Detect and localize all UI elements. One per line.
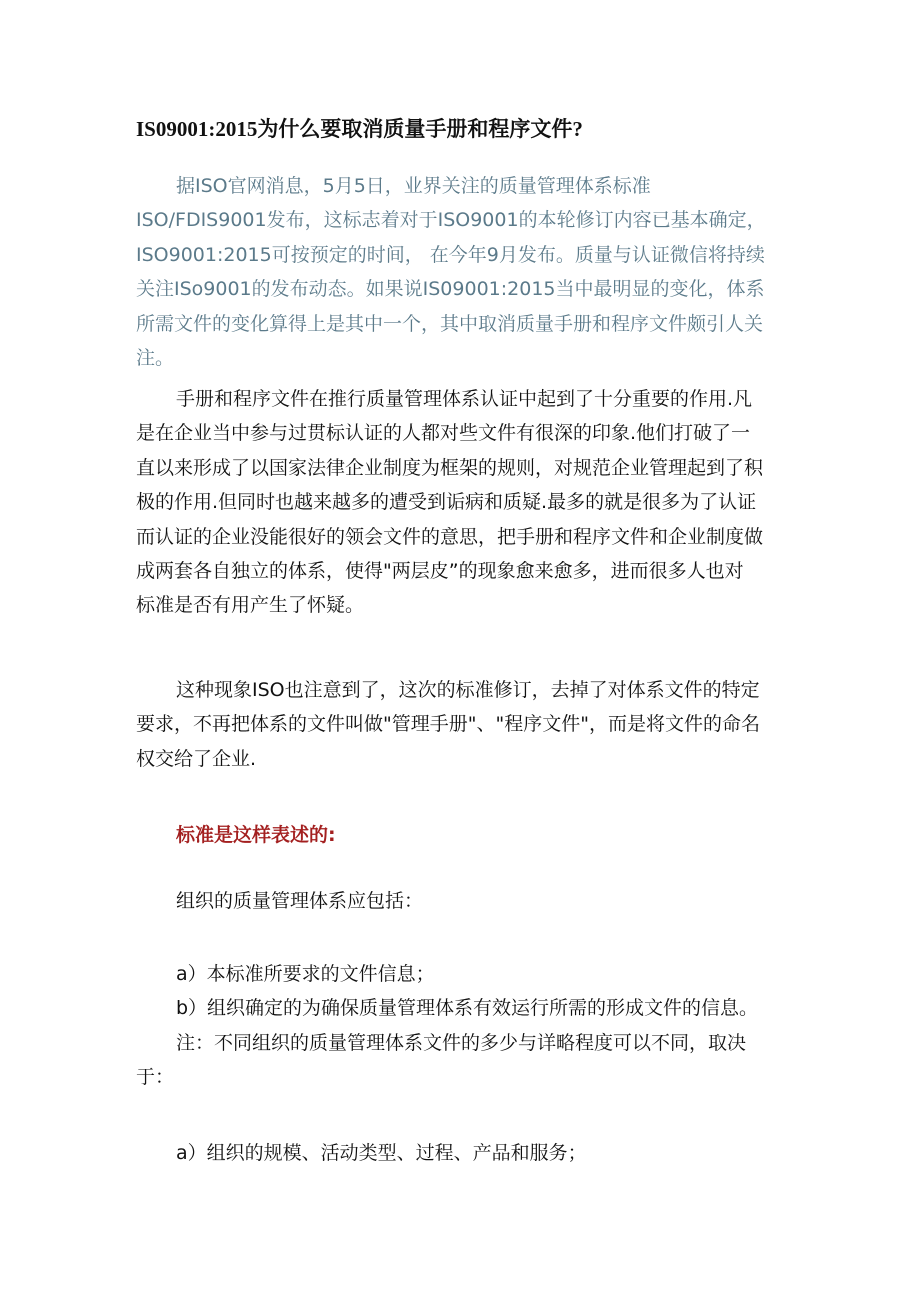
paragraph-line: 直以来形成了以国家法律企业制度为框架的规则，对规范企业管理起到了积 (136, 456, 764, 479)
intro-line: 所需文件的变化算得上是其中一个，其中取消质量手册和程序文件颇引人关 (136, 312, 764, 335)
standard-intro: 组织的质量管理体系应包括： (176, 890, 424, 912)
manual-paragraph (136, 382, 796, 623)
paragraph-line: 标准是否有用产生了怀疑。 (136, 594, 365, 617)
intro-line: ISO/FDIS9001发布，这标志着对于ISO9001的本轮修订内容已基本确定， (136, 209, 766, 232)
paragraph-line: 极的作用.但同时也越来越多的遭受到诟病和质疑.最多的就是很多为了认证 (136, 491, 757, 514)
note-paragraph (136, 1026, 796, 1095)
list-item-a: a）本标准所要求的文件信息； (176, 963, 435, 985)
standard-heading: 标准是这样表述的: (176, 824, 336, 846)
note-line: 于： (136, 1066, 175, 1089)
paragraph-line: 而认证的企业没能很好的领会文件的意思，把手册和程序文件和企业制度做 (136, 525, 764, 548)
paragraph-line: 要求，不再把体系的文件叫做"管理手册"、"程序文件"，而是将文件的命名 (136, 713, 760, 736)
paragraph-line: 成两套各自独立的体系，使得"两层皮”的现象愈来愈多，进而很多人也对 (136, 560, 744, 583)
intro-line: 据ISO官网消息，5月5日，业界关注的质量管理体系标准 (176, 175, 651, 197)
list-item-b: b）组织确定的为确保质量管理体系有效运行所需的形成文件的信息。 (176, 997, 759, 1019)
note-line: 注：不同组织的质量管理体系文件的多少与详略程度可以不同，取决 (176, 1032, 747, 1054)
paragraph-line: 权交给了企业. (136, 747, 257, 770)
paragraph-line: 是在企业当中参与过贯标认证的人都对些文件有很深的印象.他们打破了一 (136, 422, 751, 445)
document-title: IS09001:2015为什么要取消质量手册和程序文件? (136, 117, 583, 141)
paragraph-line: 手册和程序文件在推行质量管理体系认证中起到了十分重要的作用.凡 (176, 388, 753, 410)
paragraph-line: 这种现象ISO也注意到了，这次的标准修订，去掉了对体系文件的特定 (176, 679, 760, 701)
intro-line: ISO9001:2015可按预定的时间， 在今年9月发布。质量与认证微信将持续 (136, 243, 765, 266)
intro-line: 注。 (136, 347, 175, 370)
note-list-item-a: a）组织的规模、活动类型、过程、产品和服务； (176, 1142, 587, 1164)
intro-paragraph (136, 169, 796, 375)
iso-revision-paragraph (136, 673, 796, 776)
intro-line: 关注ISo9001的发布动态。如果说IS09001:2015当中最明显的变化，体系 (136, 278, 765, 301)
